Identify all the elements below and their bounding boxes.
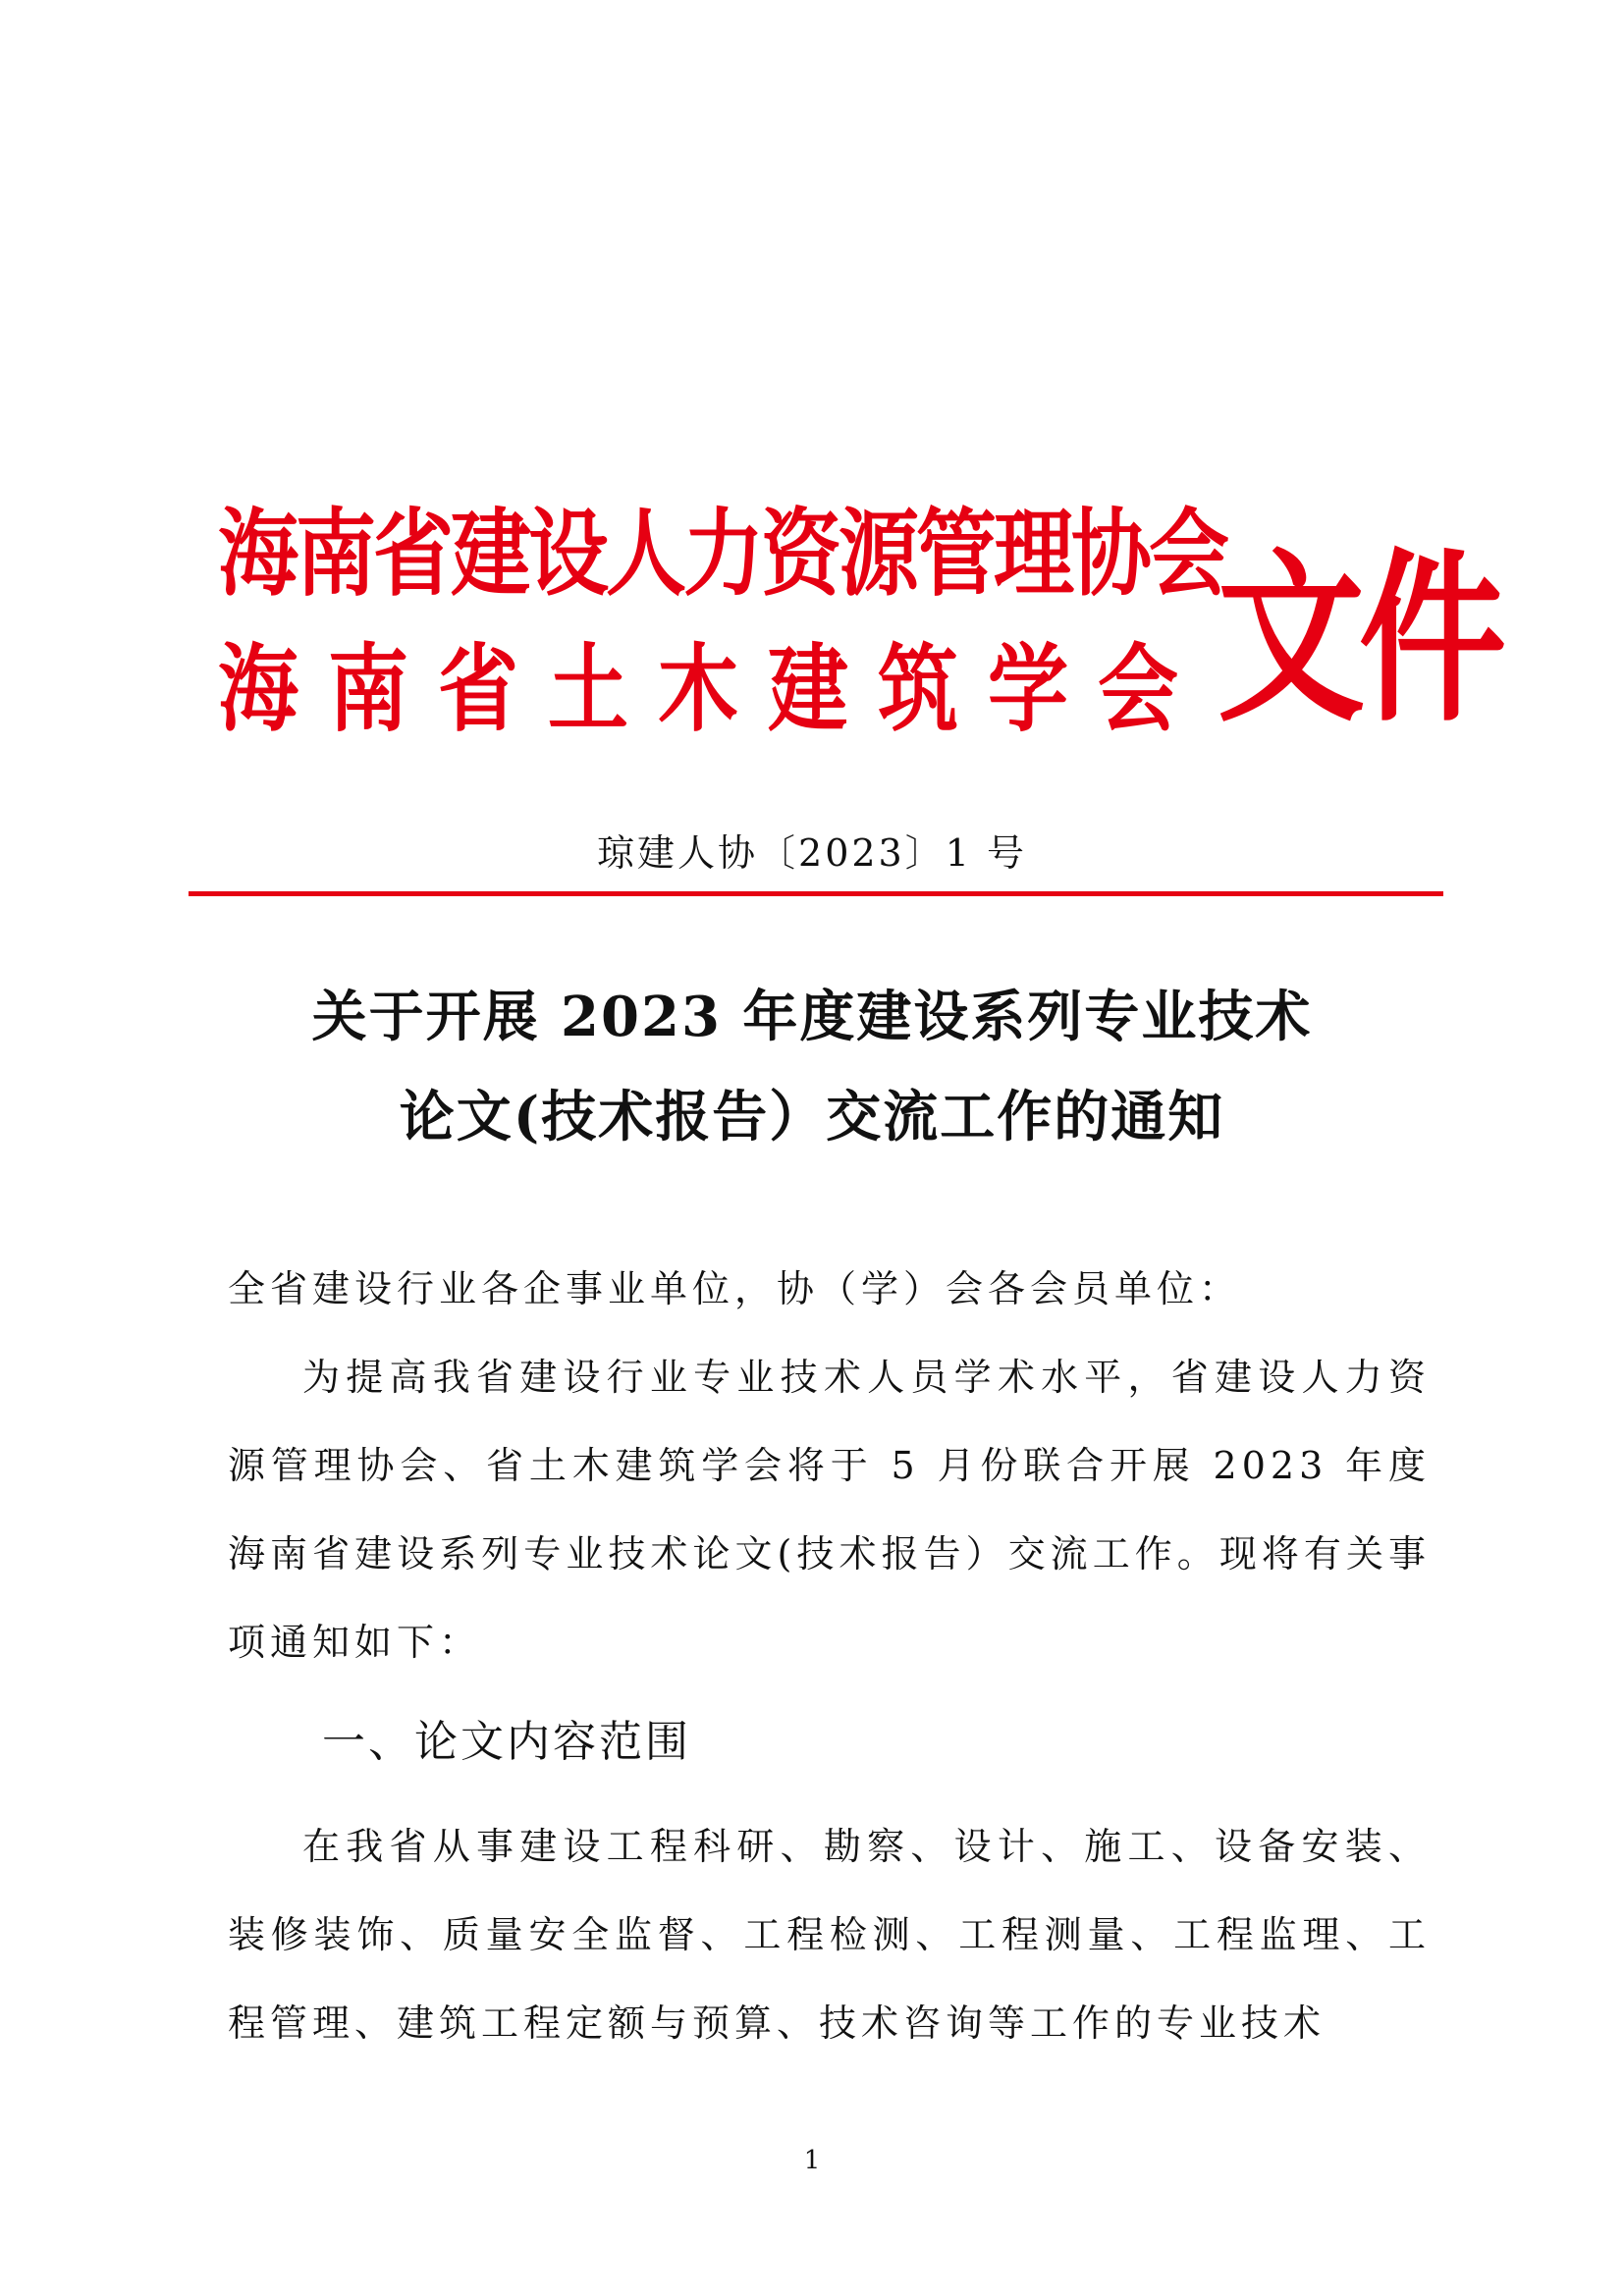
- section-heading-1: 一、论文内容范围: [322, 1717, 691, 1767]
- body-paragraph-1: 为提高我省建设行业专业技术人员学术水平，省建设人力资源管理协会、省土木建筑学会将于 5 月份联合开展 2023 年度海南省建设系列专业技术论文(技术报告）交流工作。现将有关事项通知如下：: [228, 1356, 1431, 1664]
- salutation: 全省建设行业各企事业单位，协（学）会各会员单位：: [228, 1267, 1242, 1310]
- page-number: 1: [803, 2146, 821, 2175]
- document-title-line-1: 关于开展 2023 年度建设系列专业技术: [311, 985, 1313, 1049]
- letterhead-org-line-2: 海南省土木建筑学会: [218, 635, 1209, 746]
- red-divider-line: [189, 891, 1443, 896]
- document-number: 琼建人协〔2023〕1 号: [597, 831, 1027, 875]
- red-letterhead: [0, 0, 1624, 746]
- document-title-line-2: 论文(技术报告）交流工作的通知: [399, 1085, 1225, 1149]
- letterhead-document-word: 文件: [1218, 533, 1501, 748]
- body-paragraph-2: 在我省从事建设工程科研、勘察、设计、施工、设备安装、装修装饰、质量安全监督、工程检测、工程测量、工程监理、工程管理、建筑工程定额与预算、技术咨询等工作的专业技术: [228, 1825, 1431, 2045]
- letterhead-org-line-1: 海南省建设人力资源管理协会: [218, 500, 1227, 611]
